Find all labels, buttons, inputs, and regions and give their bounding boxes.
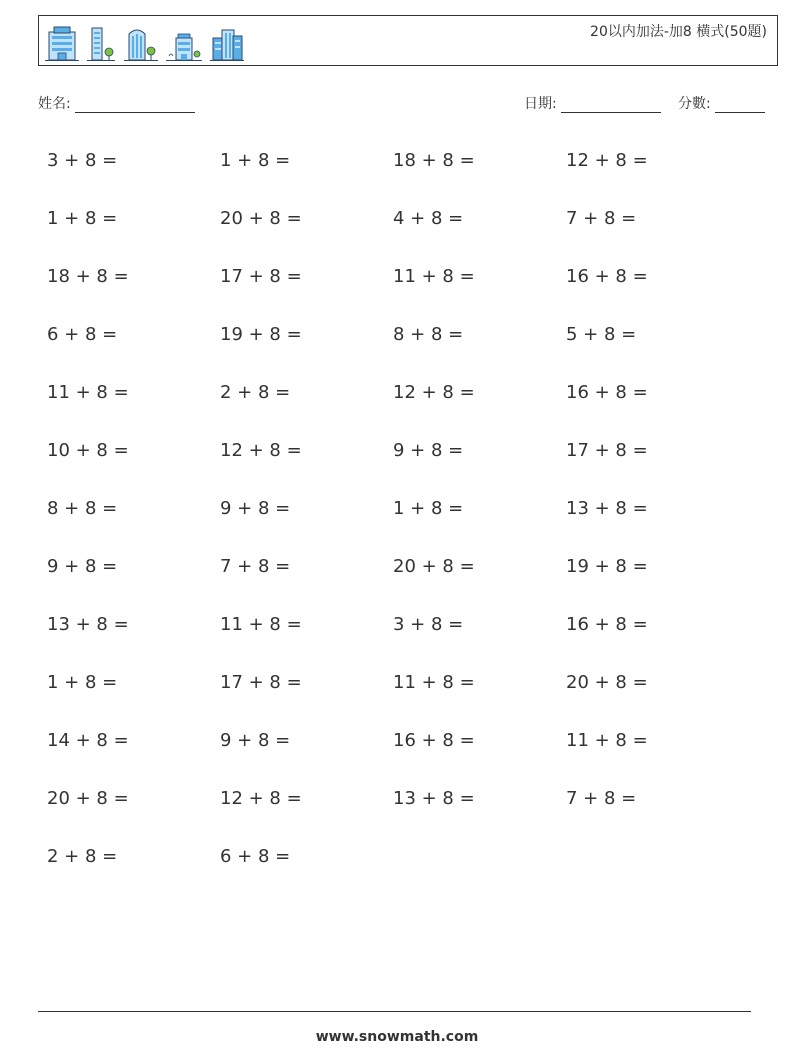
- problem-item: 18 + 8 =: [393, 150, 475, 171]
- problem-item: 12 + 8 =: [220, 788, 302, 809]
- problem-item: 8 + 8 =: [393, 324, 464, 345]
- problem-item: 1 + 8 =: [220, 150, 291, 171]
- problem-item: 3 + 8 =: [393, 614, 464, 635]
- problem-item: 13 + 8 =: [47, 614, 129, 635]
- name-field: [38, 93, 195, 113]
- tall-building-with-tree-icon: [123, 24, 159, 62]
- problem-item: 11 + 8 =: [393, 672, 475, 693]
- problem-item: 1 + 8 =: [393, 498, 464, 519]
- score-blank[interactable]: [715, 98, 765, 113]
- small-building-with-tree-icon: [165, 24, 203, 62]
- score-field: [678, 93, 765, 113]
- problem-item: 11 + 8 =: [393, 266, 475, 287]
- date-label: 日期:: [524, 96, 557, 112]
- name-label: 姓名:: [38, 96, 71, 112]
- problem-item: 12 + 8 =: [220, 440, 302, 461]
- problem-item: 7 + 8 =: [566, 788, 637, 809]
- problem-item: 11 + 8 =: [566, 730, 648, 751]
- problem-item: 11 + 8 =: [47, 382, 129, 403]
- office-building-icon: [45, 24, 79, 62]
- problem-item: 5 + 8 =: [566, 324, 637, 345]
- problem-item: 11 + 8 =: [220, 614, 302, 635]
- problem-item: 18 + 8 =: [47, 266, 129, 287]
- problem-item: 6 + 8 =: [220, 846, 291, 867]
- footer-divider: [38, 1011, 751, 1012]
- problem-item: 20 + 8 =: [47, 788, 129, 809]
- problem-item: 3 + 8 =: [47, 150, 118, 171]
- problem-item: 13 + 8 =: [566, 498, 648, 519]
- problem-item: 9 + 8 =: [220, 730, 291, 751]
- problem-item: 16 + 8 =: [566, 382, 648, 403]
- problem-item: 9 + 8 =: [220, 498, 291, 519]
- problem-item: 16 + 8 =: [566, 614, 648, 635]
- problem-item: 1 + 8 =: [47, 208, 118, 229]
- problem-item: 12 + 8 =: [393, 382, 475, 403]
- problem-item: 7 + 8 =: [566, 208, 637, 229]
- problem-item: 14 + 8 =: [47, 730, 129, 751]
- problem-item: 19 + 8 =: [220, 324, 302, 345]
- problem-item: 9 + 8 =: [47, 556, 118, 577]
- problem-item: 9 + 8 =: [393, 440, 464, 461]
- problem-item: 2 + 8 =: [220, 382, 291, 403]
- name-blank[interactable]: [75, 98, 195, 113]
- problem-item: 17 + 8 =: [220, 266, 302, 287]
- problem-item: 10 + 8 =: [47, 440, 129, 461]
- problem-item: 20 + 8 =: [220, 208, 302, 229]
- problem-item: 7 + 8 =: [220, 556, 291, 577]
- problem-item: 8 + 8 =: [47, 498, 118, 519]
- problem-item: 20 + 8 =: [566, 672, 648, 693]
- city-buildings-icon: [209, 24, 245, 62]
- problem-item: 16 + 8 =: [566, 266, 648, 287]
- footer-url: www.snowmath.com: [315, 1029, 479, 1045]
- problem-item: 16 + 8 =: [393, 730, 475, 751]
- problem-item: 19 + 8 =: [566, 556, 648, 577]
- problem-item: 20 + 8 =: [393, 556, 475, 577]
- problem-item: 4 + 8 =: [393, 208, 464, 229]
- problem-item: 6 + 8 =: [47, 324, 118, 345]
- problem-item: 13 + 8 =: [393, 788, 475, 809]
- problem-item: 1 + 8 =: [47, 672, 118, 693]
- problem-item: 17 + 8 =: [566, 440, 648, 461]
- tower-with-tree-icon: [85, 24, 117, 62]
- problem-item: 2 + 8 =: [47, 846, 118, 867]
- header-box: [38, 15, 778, 66]
- worksheet-title: 20以内加法-加8 横式(50題): [590, 24, 767, 40]
- problem-item: 17 + 8 =: [220, 672, 302, 693]
- problem-item: 12 + 8 =: [566, 150, 648, 171]
- date-field: [524, 93, 661, 113]
- score-label: 分數:: [678, 96, 711, 112]
- date-blank[interactable]: [561, 98, 661, 113]
- header-icons: [45, 22, 251, 62]
